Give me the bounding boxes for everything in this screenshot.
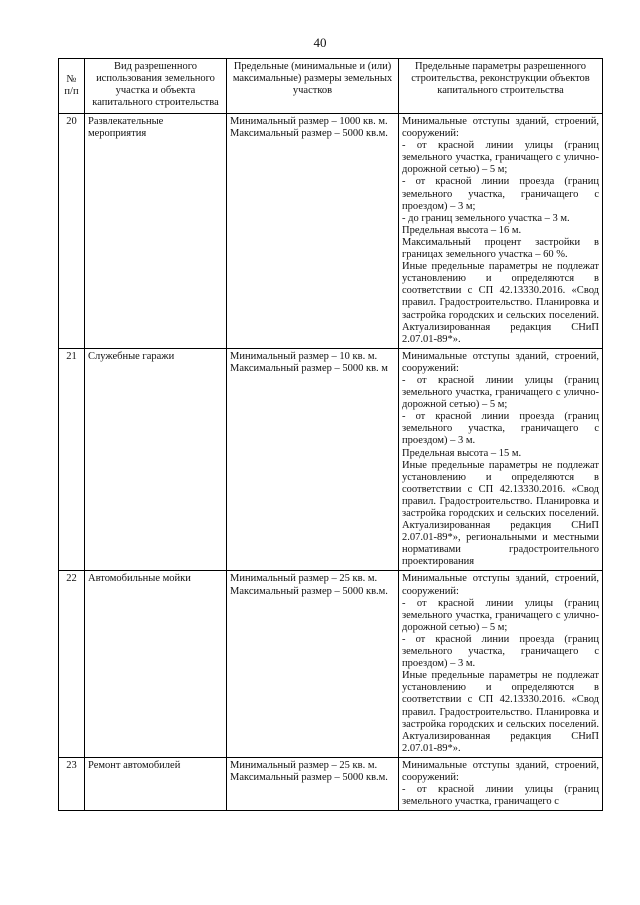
param-line: - до границ земельного участка – 3 м. [402, 212, 570, 224]
size-min: Минимальный размер – 25 кв. м. [230, 573, 378, 585]
row-kind: Автомобильные мойки [85, 571, 227, 757]
row-kind: Служебные гаражи [85, 348, 227, 571]
row-kind: Ремонт автомобилей [85, 757, 227, 810]
row-number: 23 [59, 757, 85, 810]
size-max: Максимальный размер – 5000 кв. м [230, 362, 388, 374]
param-line: Максимальный процент застройки в границах земельного участка – 60 %. [402, 236, 599, 261]
size-max: Максимальный размер – 5000 кв.м. [230, 771, 388, 783]
param-line: - от красной линии улицы (границ земельного участка, граничащего с [402, 784, 599, 808]
param-line: - от красной линии улицы (границ земельного участка, граничащего с улично-дорожной сетью) – 5 м; [402, 140, 599, 176]
size-max: Максимальный размер – 5000 кв.м. [230, 128, 388, 140]
row-size [227, 348, 399, 571]
param-line: Иные предельные параметры не подлежат установлению и определяются в соответствии с СП 42.13330.2016. «Свод правил. Градостроительство. Планировка и застройка городских и сельских поселений. Актуализированная редакция СНиП 2.07.01-89*». [402, 261, 599, 345]
param-line: Минимальные отступы зданий, строений, сооружений: [402, 573, 599, 597]
param-line: Предельная высота – 15 м. [402, 447, 522, 459]
row-params [399, 348, 603, 571]
table-row [59, 348, 603, 571]
param-line: - от красной линии улицы (границ земельного участка, граничащего с улично-дорожной сетью) – 5 м; [402, 597, 599, 633]
row-params [399, 571, 603, 757]
header-kind: Вид разрешенного использования земельного участка и объекта капитального строительства [85, 59, 227, 114]
header-params: Предельные параметры разрешенного строительства, реконструкции объектов капитального строительства [399, 59, 603, 114]
row-params [399, 757, 603, 810]
param-line: - от красной линии проезда (границ земельного участка, граничащего с проездом) – 3 м. [402, 633, 599, 670]
row-params [399, 114, 603, 349]
table-row [59, 757, 603, 810]
size-max: Максимальный размер – 5000 кв.м. [230, 585, 388, 597]
header-size: Предельные (минимальные и (или) максимальные) размеры земельных участков [227, 59, 399, 114]
param-line: Минимальные отступы зданий, строений, сооружений: [402, 116, 599, 140]
row-size [227, 757, 399, 810]
regulations-table [58, 58, 603, 811]
param-line: Предельная высота – 16 м. [402, 224, 522, 236]
table-header-row [59, 59, 603, 114]
param-line: - от красной линии проезда (границ земельного участка, граничащего с проездом) – 3 м; [402, 176, 599, 212]
row-kind: Развлекательные мероприятия [85, 114, 227, 349]
page-number: 40 [313, 35, 327, 50]
row-number: 22 [59, 571, 85, 757]
param-line: Иные предельные параметры не подлежат установлению и определяются в соответствии с СП 42.13330.2016. «Свод правил. Градостроительство. Планировка и застройка городских и сельских поселений. Актуализированная редакция СНиП 2.07.01-89*». [402, 670, 599, 754]
param-line: Иные предельные параметры не подлежат установлению и определяются в соответствии с СП 42.13330.2016. «Свод правил. Градостроительство. Планировка и застройка городских и сельских поселений. Актуализированная редакция СНиП 2.07.01-89*», региональными и местными нормативами градостроительного проектирования [402, 459, 599, 568]
row-number: 21 [59, 348, 85, 571]
header-num: № п/п [59, 59, 85, 114]
table-row [59, 571, 603, 757]
size-min: Минимальный размер – 10 кв. м. [230, 350, 378, 362]
param-line: Минимальные отступы зданий, строений, сооружений: [402, 759, 599, 783]
table-row [59, 114, 603, 349]
param-line: Минимальные отступы зданий, строений, сооружений: [402, 350, 599, 374]
param-line: - от красной линии улицы (границ земельного участка, граничащего с улично-дорожной сетью) – 5 м; [402, 374, 599, 411]
size-min: Минимальный размер – 25 кв. м. [230, 759, 378, 771]
row-size [227, 114, 399, 349]
param-line: - от красной линии проезда (границ земельного участка, граничащего с проездом) – 3 м. [402, 411, 599, 447]
row-number: 20 [59, 114, 85, 349]
size-min: Минимальный размер – 1000 кв. м. [230, 116, 388, 127]
row-size [227, 571, 399, 757]
